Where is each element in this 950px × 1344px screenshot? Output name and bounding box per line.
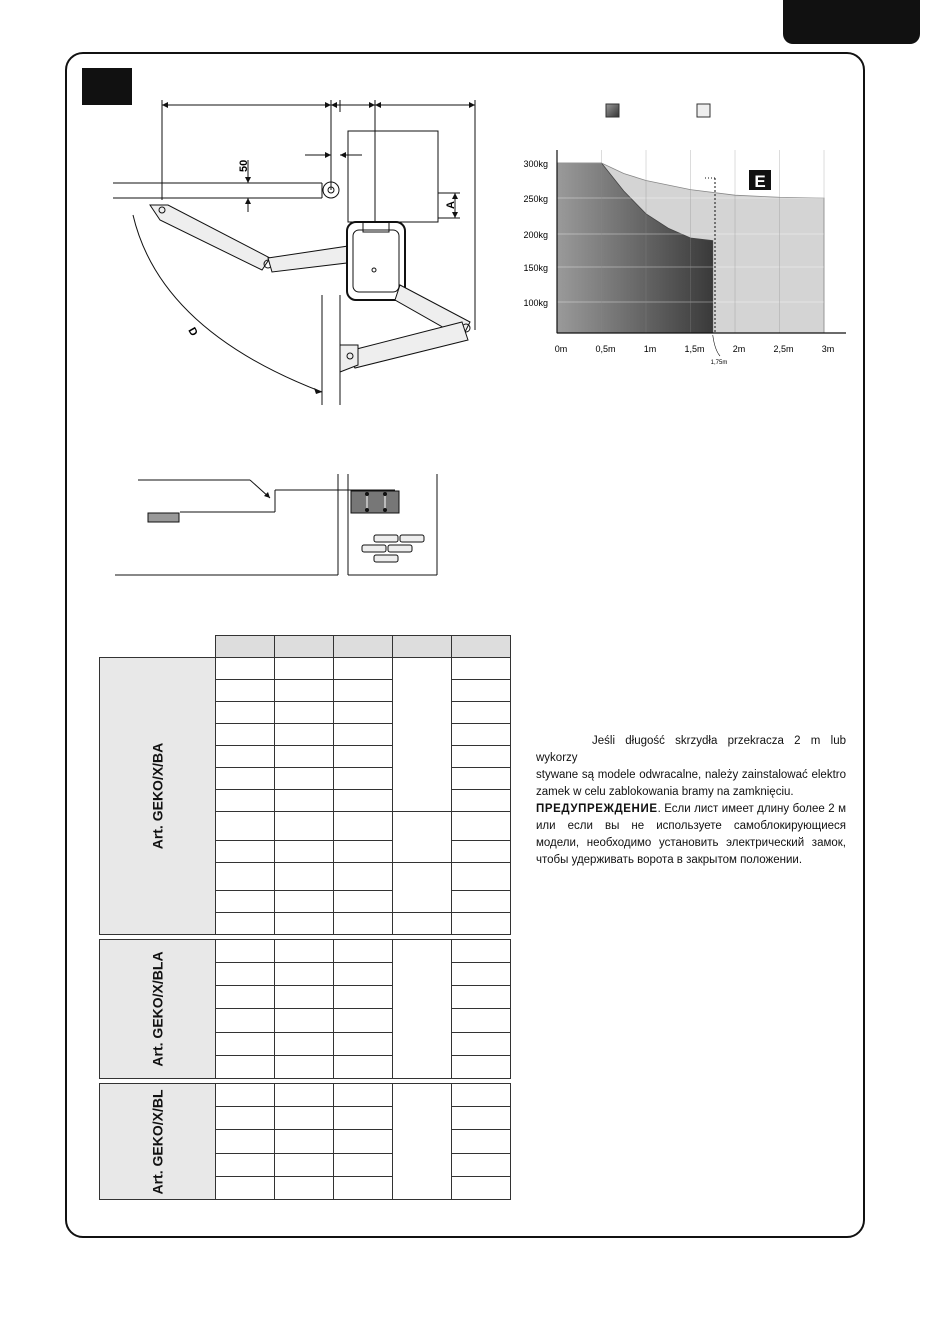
table-row bbox=[100, 1084, 511, 1107]
table-cell bbox=[393, 1084, 452, 1200]
table-cell bbox=[452, 746, 511, 768]
group-label-cell bbox=[100, 940, 216, 1079]
table-cell bbox=[334, 1084, 393, 1107]
dim-a-label: A bbox=[445, 201, 457, 209]
table-header-cell bbox=[275, 636, 334, 658]
table-cell bbox=[452, 940, 511, 963]
table-cell bbox=[216, 1176, 275, 1199]
table-cell bbox=[216, 1153, 275, 1176]
table-cell bbox=[275, 768, 334, 790]
y-tick-label: 150kg bbox=[523, 263, 548, 273]
table-cell bbox=[275, 1084, 334, 1107]
y-tick-label: 100kg bbox=[523, 298, 548, 308]
y-tick-label: 250kg bbox=[523, 194, 548, 204]
table-cell bbox=[275, 1130, 334, 1153]
table-cell bbox=[452, 1055, 511, 1078]
table-cell bbox=[452, 702, 511, 724]
note-polish-rest: stywane są modele odwracalne, należy zainstalować elektro zamek w celu zablokowania bramy na zamknięciu. bbox=[536, 769, 846, 798]
table-header-cell bbox=[334, 636, 393, 658]
table-cell bbox=[452, 963, 511, 986]
table-cell bbox=[334, 790, 393, 812]
table-cell bbox=[216, 1107, 275, 1130]
table-cell bbox=[216, 1009, 275, 1032]
warning-text: . Если лист имеет длину более 2 м или если вы не используете самоблокирующиеся модели, необходимо установить электрический замок, чтобы удерживать ворота в закрытом положении. bbox=[536, 803, 846, 866]
spec-table bbox=[99, 635, 511, 1200]
table-cell bbox=[452, 812, 511, 841]
table-cell bbox=[216, 986, 275, 1009]
table-cell bbox=[452, 1153, 511, 1176]
table-cell bbox=[216, 913, 275, 935]
table-cell bbox=[275, 1055, 334, 1078]
table-cell bbox=[216, 768, 275, 790]
table-cell bbox=[275, 913, 334, 935]
table-cell bbox=[334, 680, 393, 702]
x-tick-label: 3m bbox=[821, 344, 835, 354]
table-cell bbox=[216, 1084, 275, 1107]
table-cell bbox=[452, 768, 511, 790]
table-row bbox=[100, 658, 511, 680]
table-cell bbox=[334, 862, 393, 891]
table-cell bbox=[334, 986, 393, 1009]
table-row bbox=[100, 940, 511, 963]
table-header-row bbox=[100, 636, 511, 658]
table-cell bbox=[216, 790, 275, 812]
weight-length-chart bbox=[500, 95, 860, 375]
group-label: Art. GEKO/X/BL bbox=[149, 1088, 166, 1195]
table-cell bbox=[216, 746, 275, 768]
table-cell bbox=[334, 963, 393, 986]
table-header-cell bbox=[393, 636, 452, 658]
x-tick-label: 2,5m bbox=[773, 344, 794, 354]
table-cell bbox=[275, 1009, 334, 1032]
x-tick-label: 1,5m bbox=[684, 344, 705, 354]
table-cell bbox=[334, 1009, 393, 1032]
x-tick-label: 2m bbox=[732, 344, 746, 354]
table-cell bbox=[216, 840, 275, 862]
x-tick-label: 0,5m bbox=[595, 344, 616, 354]
table-cell bbox=[334, 768, 393, 790]
table-cell bbox=[275, 1176, 334, 1199]
table-cell bbox=[452, 790, 511, 812]
installation-drawing bbox=[100, 95, 490, 415]
table-cell bbox=[334, 913, 393, 935]
table-cell bbox=[275, 724, 334, 746]
detail-drawing bbox=[110, 470, 440, 580]
table-cell bbox=[275, 680, 334, 702]
chart-x-ticks bbox=[555, 344, 835, 354]
table-cell bbox=[275, 812, 334, 841]
table-cell bbox=[393, 812, 452, 863]
table-cell bbox=[334, 1153, 393, 1176]
table-cell bbox=[452, 862, 511, 891]
table-cell bbox=[452, 1032, 511, 1055]
table-cell bbox=[216, 702, 275, 724]
table-header-cell bbox=[452, 636, 511, 658]
group-label-cell bbox=[100, 658, 216, 935]
table-cell bbox=[334, 746, 393, 768]
table-cell bbox=[393, 940, 452, 1079]
x-tick-label: 0m bbox=[554, 344, 568, 354]
group-label: Art. GEKO/X/BA bbox=[149, 742, 166, 850]
table-cell bbox=[452, 1009, 511, 1032]
note-polish-line1: Jeśli długość skrzydła przekracza 2 m lub wykorzy bbox=[536, 735, 846, 764]
table-cell bbox=[452, 891, 511, 913]
table-cell bbox=[275, 940, 334, 963]
table-cell bbox=[334, 840, 393, 862]
table-cell bbox=[275, 1107, 334, 1130]
group-label: Art. GEKO/X/BLA bbox=[149, 951, 166, 1067]
table-cell bbox=[393, 862, 452, 913]
table-cell bbox=[216, 1130, 275, 1153]
table-cell bbox=[216, 891, 275, 913]
table-cell bbox=[216, 1055, 275, 1078]
table-cell bbox=[334, 658, 393, 680]
annotation-leader bbox=[713, 335, 720, 356]
table-cell bbox=[275, 862, 334, 891]
table-cell bbox=[452, 724, 511, 746]
y-tick-label: 300kg bbox=[523, 159, 548, 169]
table-cell bbox=[216, 680, 275, 702]
page-tab bbox=[783, 0, 920, 44]
table-cell bbox=[452, 840, 511, 862]
marker-label: E bbox=[754, 172, 766, 191]
table-cell bbox=[275, 891, 334, 913]
table-cell bbox=[334, 1107, 393, 1130]
table-cell bbox=[275, 963, 334, 986]
table-header-cell bbox=[216, 636, 275, 658]
table-cell bbox=[452, 1176, 511, 1199]
table-cell bbox=[334, 1130, 393, 1153]
table-cell bbox=[393, 658, 452, 812]
table-cell bbox=[216, 658, 275, 680]
dim-50-label: 50 bbox=[238, 159, 250, 172]
table-cell bbox=[452, 1130, 511, 1153]
table-cell bbox=[334, 1032, 393, 1055]
legend-swatch-light bbox=[697, 104, 710, 117]
table-cell bbox=[275, 746, 334, 768]
note-block bbox=[536, 733, 846, 869]
table-cell bbox=[275, 790, 334, 812]
table-cell bbox=[452, 1107, 511, 1130]
chart-y-ticks bbox=[523, 159, 548, 308]
table-cell bbox=[216, 862, 275, 891]
table-cell bbox=[334, 702, 393, 724]
table-cell bbox=[216, 812, 275, 841]
dim-d-label: D bbox=[185, 325, 200, 339]
annotation-1-75m: 1,75m bbox=[710, 360, 728, 366]
group-label-cell bbox=[100, 1084, 216, 1200]
table-cell bbox=[334, 1055, 393, 1078]
x-tick-label: 1m bbox=[643, 344, 657, 354]
table-cell bbox=[275, 840, 334, 862]
table-cell bbox=[334, 724, 393, 746]
table-cell bbox=[216, 963, 275, 986]
y-tick-label: 200kg bbox=[523, 230, 548, 240]
table-cell bbox=[452, 913, 511, 935]
table-cell bbox=[452, 986, 511, 1009]
table-cell bbox=[275, 658, 334, 680]
table-cell bbox=[452, 1084, 511, 1107]
table-cell bbox=[334, 812, 393, 841]
table-cell bbox=[275, 986, 334, 1009]
table-cell bbox=[334, 940, 393, 963]
table-cell bbox=[275, 702, 334, 724]
table-cell bbox=[216, 940, 275, 963]
legend-swatch-dark bbox=[606, 104, 619, 117]
table-cell bbox=[452, 680, 511, 702]
table-cell bbox=[334, 891, 393, 913]
table-cell bbox=[275, 1032, 334, 1055]
table-cell bbox=[334, 1176, 393, 1199]
table-cell bbox=[452, 658, 511, 680]
table-cell bbox=[275, 1153, 334, 1176]
table-cell bbox=[216, 724, 275, 746]
table-corner bbox=[100, 636, 216, 658]
table-cell bbox=[393, 913, 452, 935]
table-cell bbox=[216, 1032, 275, 1055]
warning-label: ПРЕДУПРЕЖДЕНИЕ bbox=[536, 803, 658, 815]
